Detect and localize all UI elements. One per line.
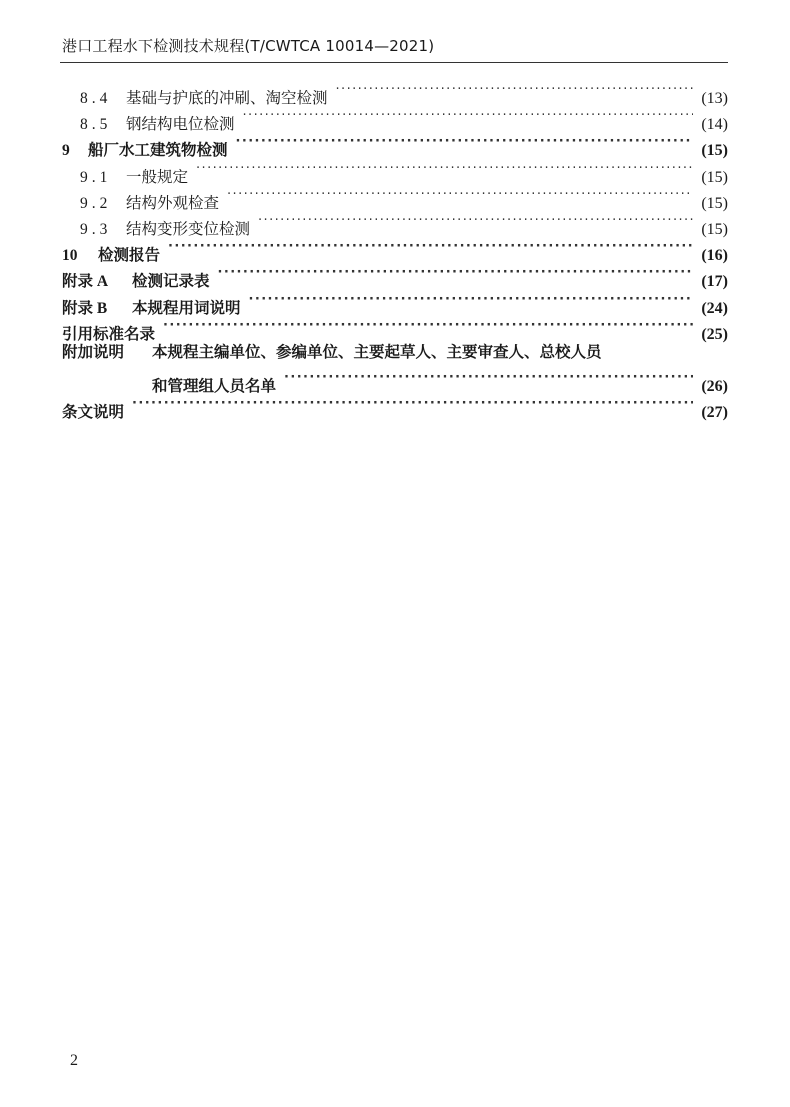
toc-entry-page: (24) (701, 299, 728, 317)
toc-entry-title: 基础与护底的冲刷、淘空检测 (126, 89, 328, 107)
toc-entry-title: 钢结构电位检测 (126, 115, 235, 134)
toc-leader-dots (336, 77, 694, 103)
toc-leader-dots (218, 260, 694, 286)
toc-leader-dots (168, 234, 693, 260)
page-number: 2 (70, 1052, 78, 1069)
toc-entry-number: 9.2 (80, 194, 112, 212)
toc-leader-dots (227, 182, 693, 208)
toc-entry-title: 检测报告 (98, 246, 161, 265)
toc-entry-additional-notes[interactable] (62, 339, 728, 365)
toc-entry-title: 结构外观检查 (126, 193, 220, 212)
header-rule (60, 62, 728, 63)
toc-entry-title: 一般规定 (126, 167, 189, 186)
toc-entry-page: (14) (701, 116, 728, 134)
toc-entry-page: (25) (701, 325, 728, 343)
toc-entry-page: (17) (701, 273, 728, 291)
toc-entry-title: 本规程主编单位、参编单位、主要起草人、主要审查人、总校人员 (152, 342, 602, 361)
toc-entry-number: 10 (62, 247, 78, 265)
toc-entry-number: 附录 B (62, 299, 108, 317)
toc-leader-dots (132, 391, 693, 417)
toc-entry-number: 8.4 (80, 90, 112, 107)
toc-leader-dots (236, 129, 694, 155)
toc-entry-page: (15) (701, 168, 728, 186)
toc-entry-page: (15) (701, 220, 728, 238)
toc-leader-dots (243, 103, 694, 129)
toc-leader-dots (163, 313, 693, 339)
toc-entry-number: 附录 A (62, 273, 109, 291)
toc-entry-page: (26) (701, 378, 728, 396)
toc-entry-8-4[interactable] (62, 77, 728, 107)
toc-entry-page: (15) (701, 142, 728, 160)
toc-entry-additional-notes-continued[interactable] (62, 365, 728, 396)
toc-entry-number: 附加说明 (62, 342, 125, 361)
running-header: 港口工程水下检测技术规程(T/CWTCA 10014—2021) (62, 37, 435, 55)
toc-entry-number: 9.3 (80, 220, 112, 238)
toc-entry-number: 8.5 (80, 116, 112, 134)
toc-entry-page: (13) (701, 90, 728, 107)
toc-entry-title: 条文说明 (62, 403, 125, 422)
toc-leader-dots (196, 156, 693, 182)
toc-entry-title: 和管理组人员名单 (152, 377, 277, 396)
table-of-contents (62, 77, 728, 422)
toc-entry-page: (16) (701, 247, 728, 265)
toc-entry-page: (27) (701, 404, 728, 422)
toc-entry-title: 引用标准名录 (62, 324, 156, 343)
toc-entry-title: 结构变形变位检测 (126, 219, 251, 238)
toc-leader-dots (284, 365, 693, 391)
toc-entry-title: 本规程用词说明 (132, 298, 241, 317)
toc-entry-article-explanation[interactable] (62, 391, 728, 422)
toc-entry-number: 9 (62, 142, 70, 160)
toc-entry-number: 9.1 (80, 168, 112, 186)
toc-entry-title: 检测记录表 (132, 272, 210, 291)
toc-leader-dots (258, 208, 693, 234)
toc-entry-page: (15) (701, 194, 728, 212)
toc-entry-appendix-a[interactable] (62, 260, 728, 291)
toc-entry-title: 船厂水工建筑物检测 (88, 141, 228, 160)
toc-leader-dots (249, 287, 694, 313)
